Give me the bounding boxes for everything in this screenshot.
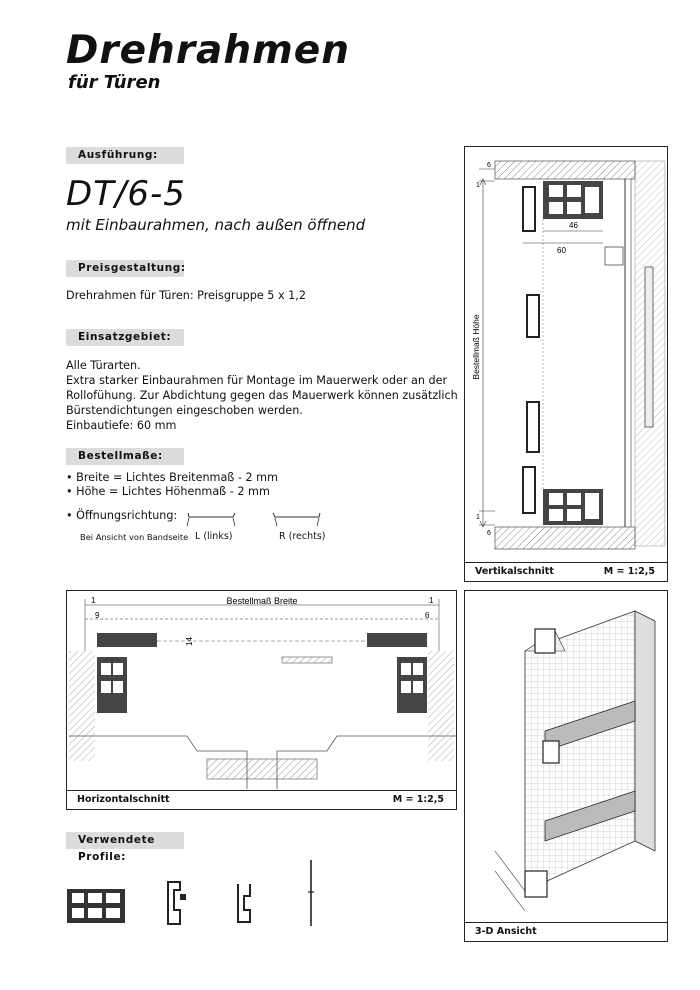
dim-1-top: 1 bbox=[476, 182, 480, 189]
opening-left-label: L (links) bbox=[195, 531, 233, 542]
order-height-label: Bestellmaß Höhe bbox=[471, 314, 481, 380]
order-width: • Breite = Lichtes Breitenmaß - 2 mm bbox=[66, 471, 278, 484]
dim-9: 9 bbox=[95, 611, 100, 620]
section-einsatzgebiet: Einsatzgebiet: bbox=[66, 329, 184, 346]
dim-1-left: 1 bbox=[91, 596, 96, 605]
profile-clip-symbol bbox=[232, 882, 258, 928]
horizontal-caption-bar bbox=[67, 790, 456, 809]
section-bestellmasse: Bestellmaße: bbox=[66, 448, 184, 465]
dim-46: 46 bbox=[569, 221, 578, 230]
order-width-label: Bestellmaß Breite bbox=[226, 596, 298, 606]
model-description: mit Einbaurahmen, nach außen öffnend bbox=[66, 216, 366, 234]
model-code: DT/6-5 bbox=[66, 174, 186, 214]
dim-6-bottom: 6 bbox=[487, 530, 491, 537]
usage-line-4: Bürstendichtungen eingeschoben werden. bbox=[66, 404, 303, 417]
dim-14: 14 bbox=[185, 637, 194, 646]
vertical-caption: Vertikalschnitt bbox=[475, 566, 554, 577]
horizontal-section-panel bbox=[66, 590, 457, 810]
usage-line-1: Alle Türarten. bbox=[66, 359, 141, 372]
profile-sash-symbol bbox=[160, 880, 190, 930]
horizontal-scale: M = 1:2,5 bbox=[392, 794, 444, 805]
profile-frame-symbol bbox=[66, 888, 128, 926]
view3d-panel bbox=[464, 590, 668, 942]
opening-left-symbol bbox=[185, 510, 245, 528]
install-depth: Einbautiefe: 60 mm bbox=[66, 419, 177, 432]
page-subtitle: für Türen bbox=[68, 72, 161, 93]
opening-direction: • Öffnungsrichtung: bbox=[66, 509, 178, 522]
vertical-section-drawing bbox=[465, 147, 667, 561]
usage-line-2: Extra starker Einbaurahmen für Montage im Mauerwerk oder an der bbox=[66, 374, 448, 387]
dim-60: 60 bbox=[557, 246, 566, 255]
vertical-scale: M = 1:2,5 bbox=[603, 566, 655, 577]
view-note: Bei Ansicht von Bandseite bbox=[80, 532, 189, 542]
order-height: • Höhe = Lichtes Höhenmaß - 2 mm bbox=[66, 485, 270, 498]
view3d-drawing bbox=[465, 591, 667, 921]
opening-right-label: R (rechts) bbox=[279, 531, 326, 542]
vertical-section-panel bbox=[464, 146, 668, 582]
opening-right-symbol bbox=[270, 510, 330, 528]
section-ausfuehrung: Ausführung: bbox=[66, 147, 184, 164]
dim-6: 6 bbox=[425, 611, 430, 620]
dim-1-right: 1 bbox=[429, 596, 434, 605]
section-preisgestaltung: Preisgestaltung: bbox=[66, 260, 184, 277]
vertical-caption-bar bbox=[465, 562, 667, 581]
view3d-caption-bar bbox=[465, 922, 667, 941]
section-verwendete-profile: Verwendete Profile: bbox=[66, 832, 184, 849]
horizontal-caption: Horizontalschnitt bbox=[77, 794, 170, 805]
horizontal-section-drawing bbox=[67, 591, 456, 789]
usage-line-3: Rollofühung. Zur Abdichtung gegen das Mauerwerk können zusätzlich bbox=[66, 389, 458, 402]
pricing-text: Drehrahmen für Türen: Preisgruppe 5 x 1,2 bbox=[66, 289, 306, 302]
dim-6-top: 6 bbox=[487, 162, 491, 169]
profile-bar-symbol bbox=[304, 858, 318, 928]
view3d-caption: 3-D Ansicht bbox=[475, 926, 537, 937]
usage-text bbox=[66, 358, 458, 418]
page-title: Drehrahmen bbox=[66, 28, 350, 73]
dim-1-bottom: 1 bbox=[476, 514, 480, 521]
